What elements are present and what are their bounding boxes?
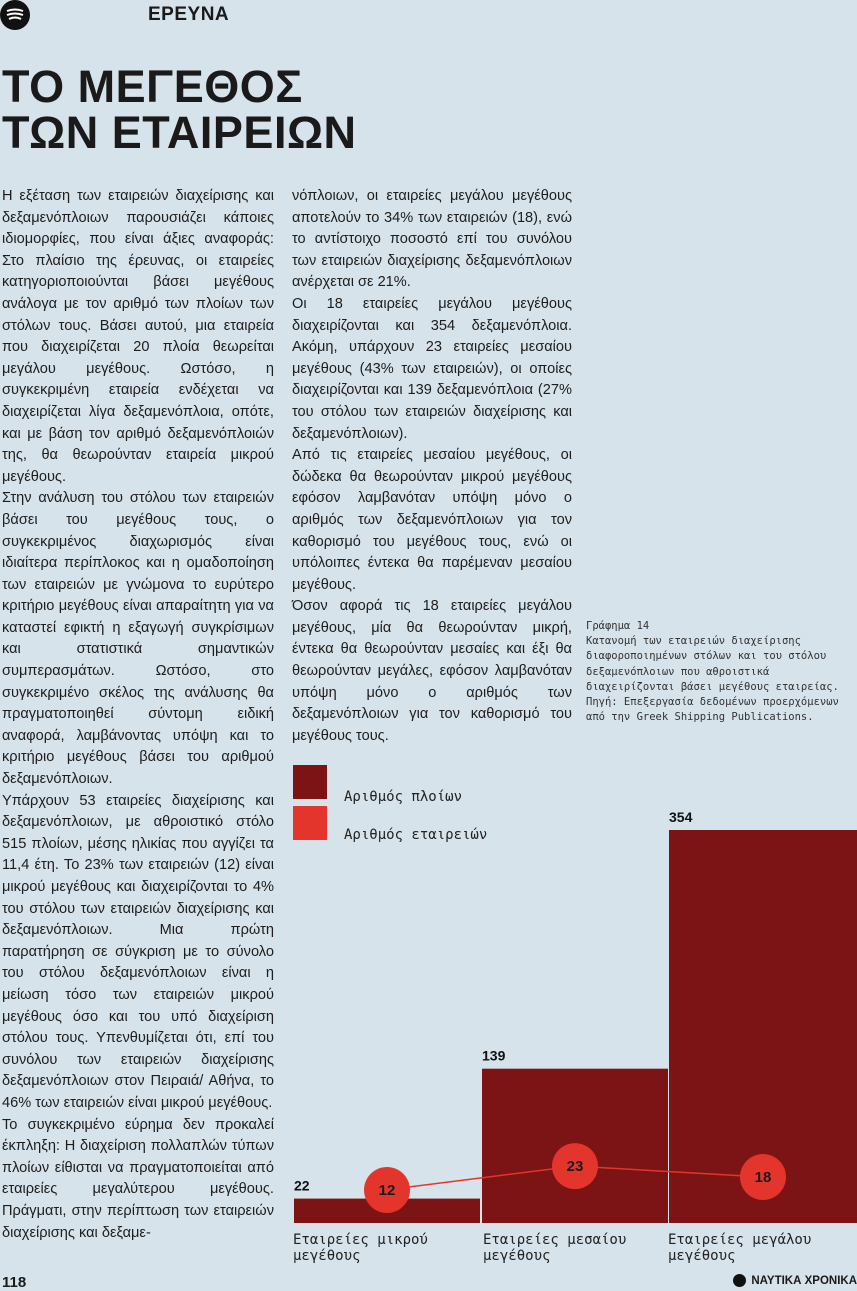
bar-value-label-0: 22: [294, 1177, 310, 1194]
paragraph: Υπάρχουν 53 εταιρείες διαχείρισης και δεξαμενόπλοιων, με αθροιστικό στόλο 515 πλοίων, μέσης ηλικίας που αγγίζει τα 11,4 έτη. Το 23% των εταιρειών (12) είναι μικρού μεγέθους και διαχειρίζονται το 4% του στόλου των εταιρειών διαχείρισης και δεξαμενόπλοιων. Μια πρώτη παρατήρηση σε σύγκριση με το σύνολο του στόλου δεξαμενόπλοιων είναι η μείωση τόσο των εταιρειών μικρού μεγέθους όσο και του υπό διαχείριση στόλου τους. Υπενθυμίζεται ότι, επί του συνόλου των εταιρειών διαχείρισης δεξαμενόπλοιων στον Πειραιά/ Αθήνα, το 46% των εταιρειών είναι μικρού μεγέθους.: [2, 792, 274, 1111]
paragraph: Στην ανάλυση του στόλου των εταιρειών βάσει του μεγέθους τους, ο συγκεκριμένος διαχωρισμός είναι ιδιαίτερα περίπλοκος και η ομαδοποίηση των εταιρειών με γνώμονα το ευρύτερο κριτήριο μεγέθους είναι απαραίτητη για να καταστεί εφικτή η εξαγωγή συγκρίσιμων και στατιστικά σημαντικών συμπερασμάτων. Ωστόσο, στο συγκεκριμένο σκέλος της ανάλυσης θα πραγματοποιηθεί σύντομη ειδική αναφορά, λαμβάνοντας υπόψη και το κριτήριο μεγέθους βάσει του αριθμού δεξαμενόπλοιων.: [2, 490, 274, 788]
bar-value-label-1: 139: [482, 1047, 506, 1064]
brand-name: ΝΑΥΤΙΚΑ ΧΡΟΝΙΚΑ: [751, 1274, 857, 1287]
paragraph: Οι 18 εταιρείες μεγάλου μεγέθους διαχειρίζονται και 354 δεξαμενόπλοια. Ακόμη, υπάρχουν 23 εταιρείες μεσαίου μεγέθους (43% των εταιρειών), οι οποίες διαχειρίζονται και 139 δεξαμενόπλοια (27% του στόλου των εταιρειών διαχείρισης και δεξαμενόπλοιων).: [292, 295, 572, 442]
page-title: [2, 61, 357, 158]
paragraph: Η εξέταση των εταιρειών διαχείρισης και δεξαμενόπλοιων παρουσιάζει κάποιες ιδιομορφίες, που είναι άξιες αναφοράς: Στο πλαίσιο της έρευνας, οι εταιρείες κατηγοριοποιούνται βάσει μεγέθους ανάλογα με τον αριθμό των πλοίων των στόλων τους. Βάσει αυτού, μια εταιρεία που διαχειρίζεται 20 πλοία θεωρείται μεγάλου μεγέθους. Ωστόσο, η συγκεκριμένη εταιρεία ενδέχεται να διαχειρίζεται λίγα δεξαμενόπλοια, οπότε, και με βάση τον αριθμό δεξαμενόπλοιών της, θα θεωρούνταν εταιρεία μικρού μεγέθους.: [2, 188, 274, 485]
figure-number: Γράφημα 14: [586, 620, 650, 632]
figure-source: Πηγή: Επεξεργασία δεδομένων προερχόμενων από την Greek Shipping Publications.: [586, 696, 839, 724]
legend-swatch-ships: [293, 765, 327, 799]
article-column-2: [292, 186, 572, 747]
category-label-small: Εταιρείες μικρού μεγέθους: [293, 1232, 428, 1264]
figure-caption: [586, 619, 854, 725]
title-line-2: ΤΩΝ ΕΤΑΙΡΕΙΩΝ: [2, 107, 357, 158]
category-label-large: Εταιρείες μεγάλου μεγέθους: [668, 1232, 812, 1264]
page-number: 118: [2, 1274, 27, 1291]
paragraph: νόπλοιων, οι εταιρείες μεγάλου μεγέθους αποτελούν το 34% των εταιρειών (18), ενώ το αντίστοιχο ποσοστό επί του συνόλου των εταιρειών διαχείρισης δεξαμενόπλοιων ανέρχεται σε 21%.: [292, 188, 572, 291]
category-label-medium: Εταιρείες μεσαίου μεγέθους: [483, 1232, 627, 1264]
companies-value-label-1: 23: [566, 1158, 584, 1176]
paragraph: Όσον αφορά τις 18 εταιρείες μεγάλου μεγέθους, μία θα θεωρούνταν μικρή, έντεκα θα θεωρούνταν μεσαίες και έξι θα θεωρούνταν μεγάλες, εφόσον λαμβανόταν υπόψη μόνο ο αριθμός των δεξαμενόπλοιων για τον καθορισμό του μεγέθους τους.: [292, 598, 572, 744]
section-label: ΕΡΕΥΝΑ: [148, 4, 230, 25]
figure-description: Κατανομή των εταιρειών διαχείρισης διαφοροποιημένων στόλων και του στόλου δεξαμενόπλοιων που αθροιστικά διαχειρίζονται βάσει μεγέθους εταιρείας.: [586, 635, 839, 693]
brand: [733, 1274, 857, 1287]
brand-logo-icon: [733, 1274, 746, 1287]
title-line-1: ΤΟ ΜΕΓΕΘΟΣ: [2, 61, 303, 112]
paragraph: Από τις εταιρείες μεσαίου μεγέθους, οι δώδεκα θα θεωρούνταν μικρού μεγέθους εφόσον λαμβανόταν υπόψη μόνο ο αριθμός των δεξαμενόπλοιων για τον καθορισμό του μεγέθους τους, ενώ οι υπόλοιπες έντεκα θα παρέμεναν μεσαίου μεγέθους.: [292, 447, 572, 593]
companies-value-label-2: 18: [754, 1168, 772, 1186]
ship-wave-icon: [5, 7, 25, 23]
chart-plot: [280, 755, 857, 1225]
legend-swatch-companies: [293, 806, 327, 840]
bar-value-label-2: 354: [669, 809, 693, 825]
article-column-1: [2, 186, 274, 1244]
companies-value-label-0: 12: [378, 1182, 396, 1199]
paragraph: Το συγκεκριμένο εύρημα δεν προκαλεί έκπληξη: Η διαχείριση πολλαπλών τύπων πλοίων είθισται να πραγματοποιείται από εταιρείες μεγαλύτερου μεγέθους. Πράγματι, στην περίπτωση των εταιρειών διαχείρισης και δεξαμε-: [2, 1116, 274, 1241]
legend-label-ships: Αριθμός πλοίων: [344, 789, 463, 805]
legend-label-companies: Αριθμός εταιρειών: [344, 827, 488, 843]
publication-logo-icon: [0, 0, 30, 30]
chart: [280, 755, 857, 1275]
